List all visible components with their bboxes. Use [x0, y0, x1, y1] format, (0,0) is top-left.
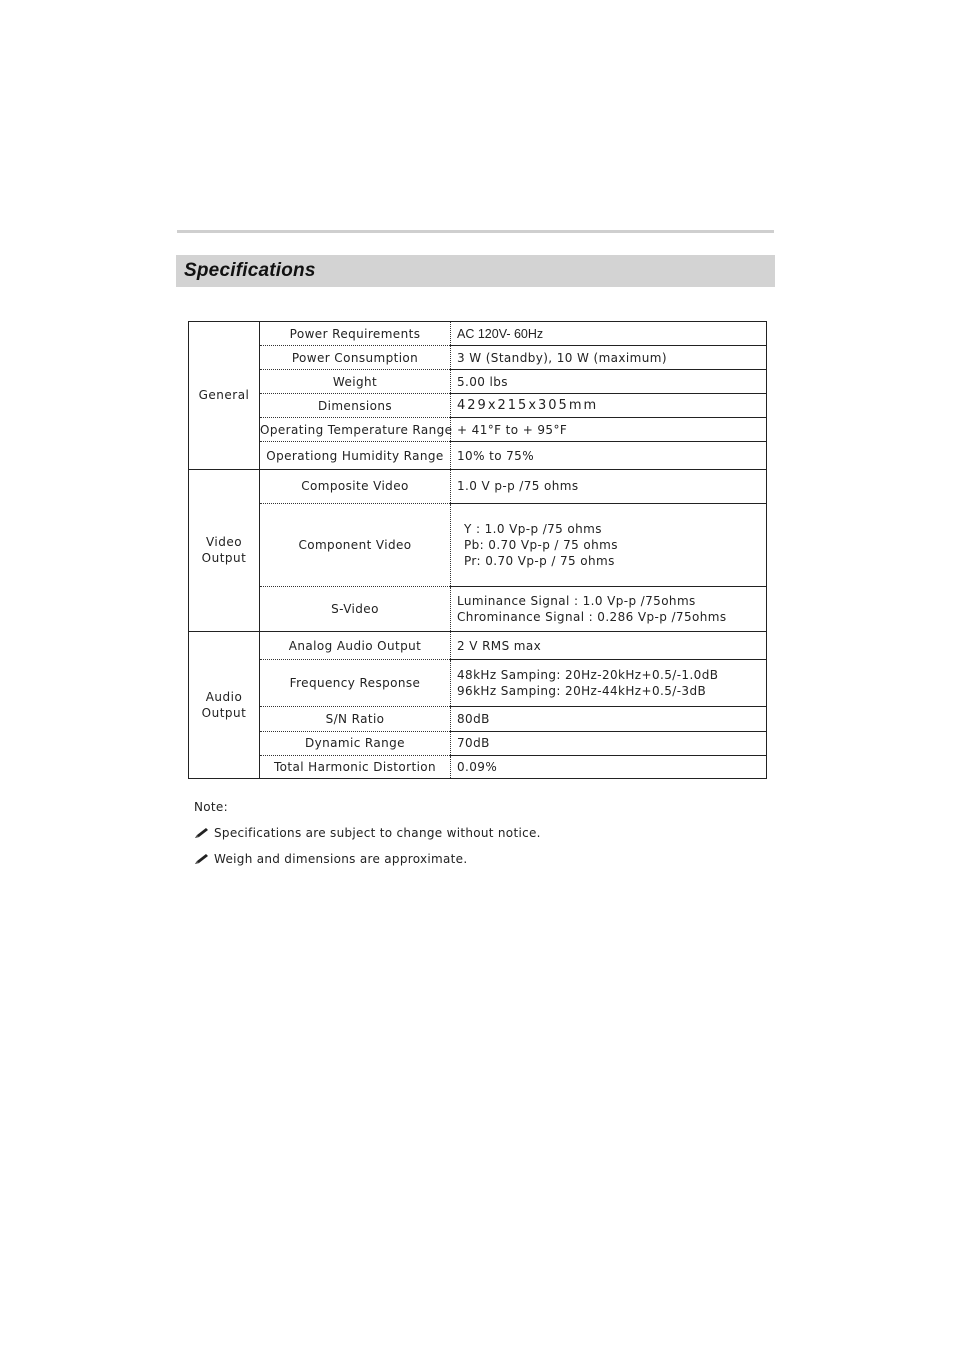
spec-label: Dynamic Range [260, 731, 451, 755]
table-row [189, 706, 767, 731]
spec-value: 10% to 75% [451, 442, 767, 469]
spec-label: Frequency Response [260, 660, 451, 706]
table-row [189, 322, 767, 346]
spec-label: Total Harmonic Distortion [260, 755, 451, 778]
page-title: Specifications [184, 260, 316, 281]
spec-value: 2 V RMS max [451, 632, 767, 660]
spec-value: 80dB [451, 706, 767, 731]
table-row [189, 394, 767, 418]
table-row [189, 370, 767, 394]
spec-label: Analog Audio Output [260, 632, 451, 660]
note-item [194, 852, 541, 866]
group-general: General [189, 322, 260, 470]
notes-title: Note: [194, 800, 228, 814]
table-row [189, 587, 767, 632]
spec-label: S-Video [260, 587, 451, 632]
spec-value: + 41°F to + 95°F [451, 418, 767, 442]
group-video-output: Video Output [189, 469, 260, 632]
spec-label: Operating Temperature Range [260, 418, 451, 442]
top-divider [177, 230, 774, 233]
spec-value: 5.00 lbs [451, 370, 767, 394]
spec-label: Power Consumption [260, 346, 451, 370]
spec-value: 429x215x305mm [451, 394, 767, 418]
spec-label: Composite Video [260, 469, 451, 503]
table-row [189, 469, 767, 503]
table-row [189, 731, 767, 755]
table-row [189, 346, 767, 370]
note-text: Weigh and dimensions are approximate. [214, 852, 468, 866]
group-audio-output: Audio Output [189, 632, 260, 779]
spec-value: 0.09% [451, 755, 767, 778]
specifications-table [188, 321, 767, 779]
spec-value: Luminance Signal : 1.0 Vp-p /75ohms Chrominance Signal : 0.286 Vp-p /75ohms [451, 587, 767, 632]
pen-icon [194, 827, 210, 839]
table-row [189, 418, 767, 442]
spec-label: S/N Ratio [260, 706, 451, 731]
section-header [176, 255, 775, 287]
table-row [189, 660, 767, 706]
spec-value: 70dB [451, 731, 767, 755]
spec-value: 48kHz Samping: 20Hz-20kHz+0.5/-1.0dB 96kHz Samping: 20Hz-44kHz+0.5/-3dB [451, 660, 767, 706]
table-row [189, 442, 767, 469]
pen-icon [194, 853, 210, 865]
notes-section [194, 800, 541, 878]
table-row [189, 632, 767, 660]
spec-label: Weight [260, 370, 451, 394]
spec-label: Operationg Humidity Range [260, 442, 451, 469]
table-row [189, 755, 767, 778]
spec-value: 1.0 V p-p /75 ohms [451, 469, 767, 503]
spec-label: Dimensions [260, 394, 451, 418]
spec-value: 3 W (Standby), 10 W (maximum) [451, 346, 767, 370]
spec-label: Power Requirements [260, 322, 451, 346]
table-row [189, 503, 767, 586]
note-item [194, 826, 541, 840]
note-text: Specifications are subject to change without notice. [214, 826, 541, 840]
spec-value: AC 120V- 60Hz [451, 322, 767, 346]
spec-label: Component Video [260, 503, 451, 586]
spec-value: Y : 1.0 Vp-p /75 ohms Pb: 0.70 Vp-p / 75 ohms Pr: 0.70 Vp-p / 75 ohms [451, 503, 767, 586]
